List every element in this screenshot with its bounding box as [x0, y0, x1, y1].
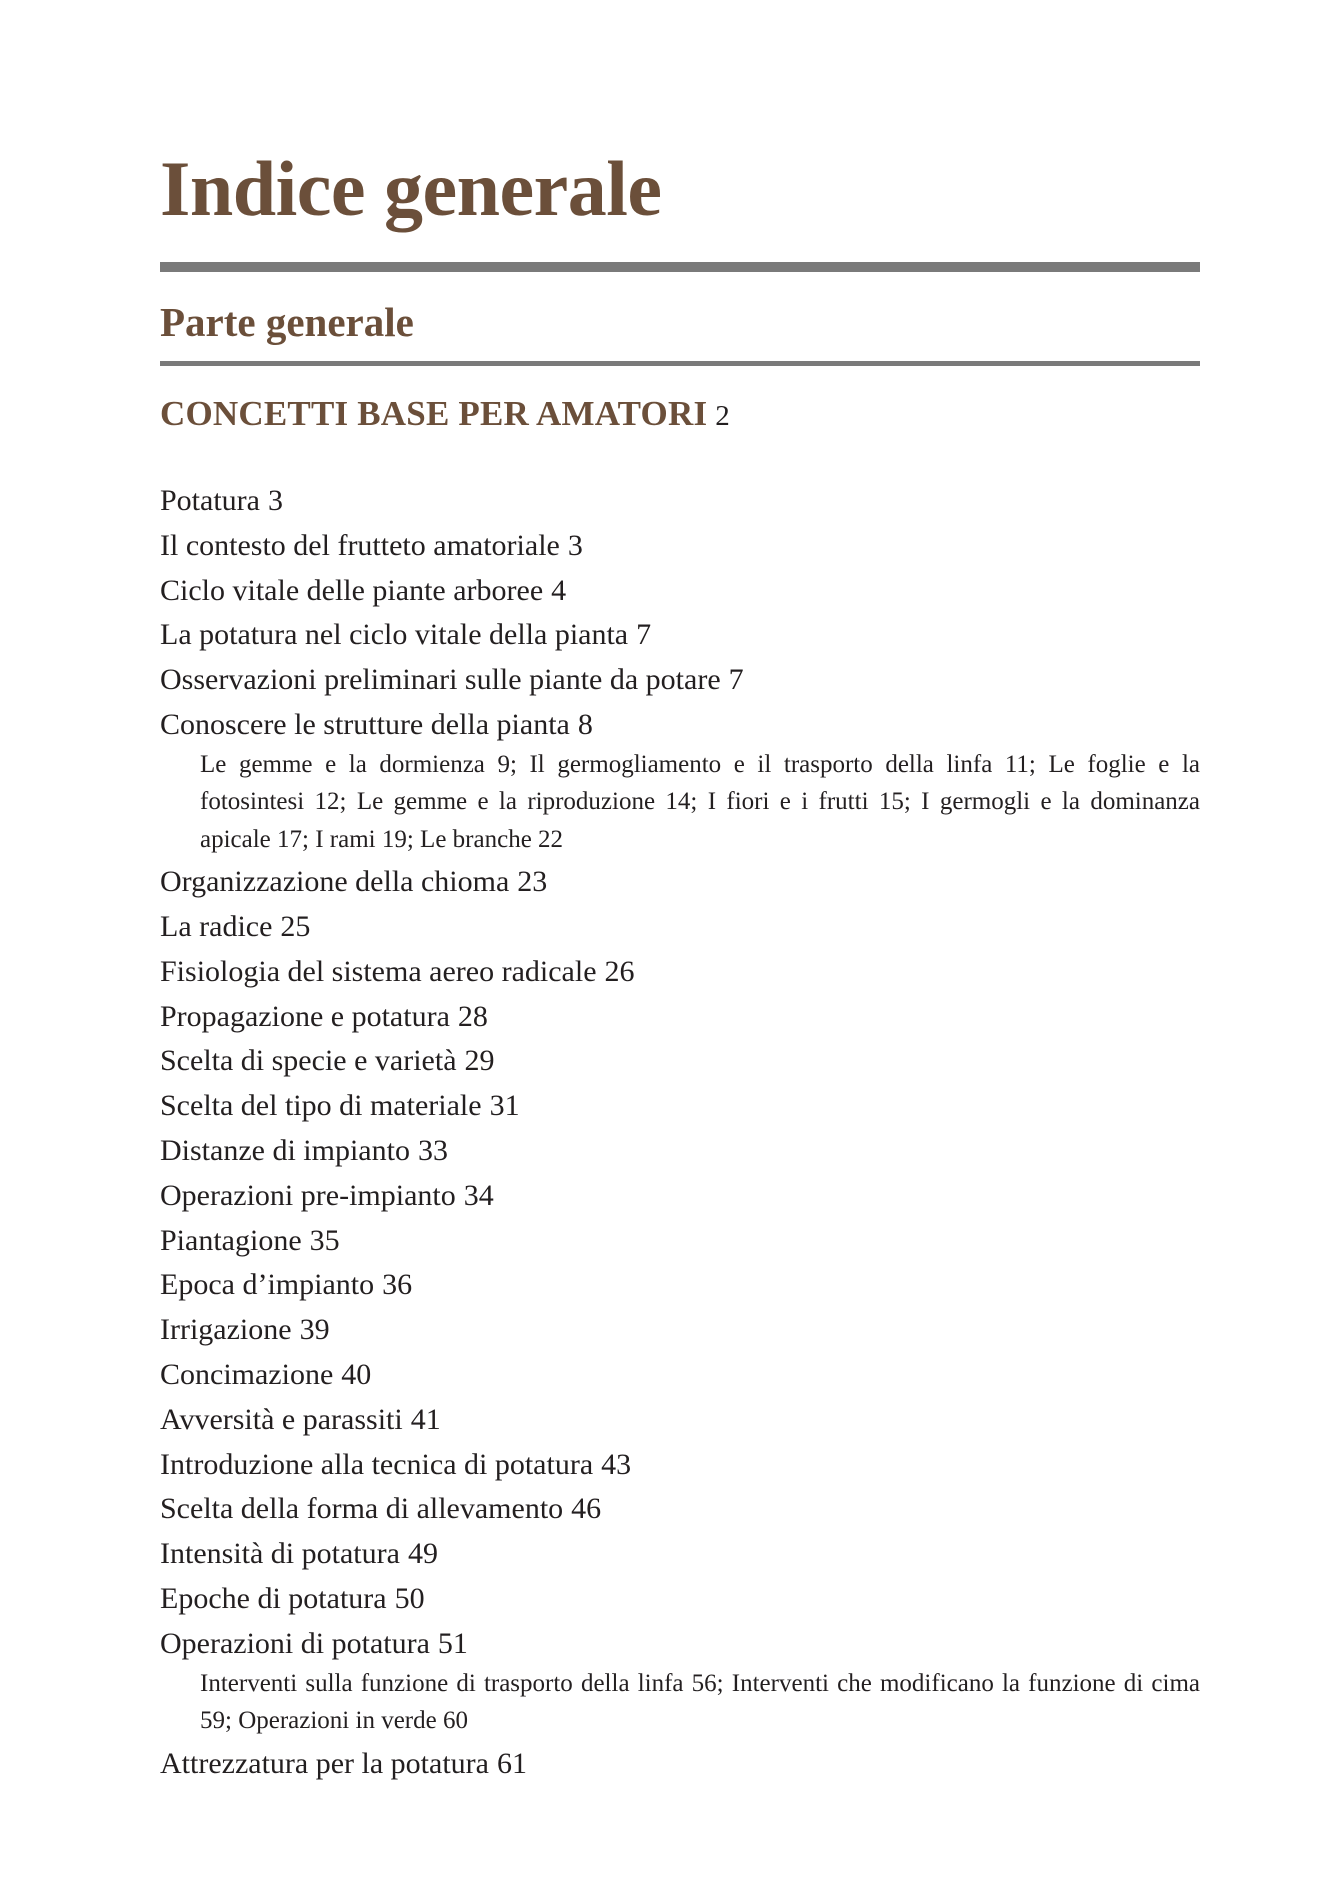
toc-entry-page: 23	[517, 865, 548, 899]
toc-entry[interactable]	[160, 613, 1200, 658]
toc-entry-page: 8	[577, 707, 593, 741]
toc-entry-page: 61	[496, 1746, 527, 1780]
toc-page	[160, 145, 1200, 1786]
toc-entry-page: 3	[567, 528, 583, 562]
toc-entry-page: 36	[382, 1268, 413, 1302]
toc-entry-label: Introduzione alla tecnica di potatura	[160, 1447, 594, 1481]
toc-entry-label: Operazioni di potatura	[160, 1626, 430, 1660]
toc-entry-page: 35	[309, 1223, 340, 1257]
toc-entry-label: Irrigazione	[160, 1313, 292, 1347]
toc-entry-page: 28	[457, 999, 488, 1033]
page-title: Indice generale	[160, 145, 662, 232]
toc-entry-label: Scelta della forma di allevamento	[160, 1492, 564, 1526]
toc-entry[interactable]	[160, 1129, 1200, 1174]
toc-entry-label: Conoscere le strutture della pianta	[160, 707, 570, 741]
toc-entry-label: Fisiologia del sistema aereo radicale	[160, 954, 597, 988]
toc-entry-label: Scelta del tipo di materiale	[160, 1089, 482, 1123]
toc-entry[interactable]	[160, 950, 1200, 995]
toc-entry-page: 29	[464, 1044, 495, 1078]
toc-entry-label: Propagazione e potatura	[160, 999, 450, 1033]
toc-entry-page: 4	[551, 573, 567, 607]
toc-entry[interactable]	[160, 1308, 1200, 1353]
part-title: Parte generale	[160, 299, 414, 345]
toc-entry-page: 7	[728, 663, 744, 697]
toc-entry[interactable]	[160, 1353, 1200, 1398]
section-heading	[160, 396, 1200, 431]
toc-entry[interactable]	[160, 1532, 1200, 1577]
toc-entry[interactable]	[160, 479, 1200, 524]
toc-entry-label: Organizzazione della chioma	[160, 865, 510, 899]
toc-entry[interactable]	[160, 1174, 1200, 1219]
toc-entry-label: Epoca d’impianto	[160, 1268, 375, 1302]
toc-entry[interactable]	[160, 1487, 1200, 1532]
toc-entry[interactable]	[160, 1622, 1200, 1667]
toc-entry[interactable]	[160, 995, 1200, 1040]
toc-entry[interactable]	[160, 1443, 1200, 1488]
section-heading-page: 2	[715, 400, 730, 432]
toc-entry-label: Piantagione	[160, 1223, 302, 1257]
toc-entry[interactable]	[160, 524, 1200, 569]
toc-entry-page: 34	[463, 1178, 494, 1212]
toc-entry[interactable]	[160, 1263, 1200, 1308]
toc-entry[interactable]	[160, 658, 1200, 703]
toc-subentries: Interventi sulla funzione di trasporto della linfa 56; Interventi che modificano la funzione di cima 59; Operazioni in verde 60	[200, 1669, 1200, 1735]
toc-entry-page: 49	[407, 1537, 438, 1571]
toc-entry-label: Concimazione	[160, 1358, 334, 1392]
toc-entry-label: La radice	[160, 910, 273, 944]
toc-entry-page: 31	[489, 1089, 520, 1123]
toc-entry-page: 51	[437, 1626, 468, 1660]
toc-entry-page: 3	[267, 484, 283, 517]
toc-entry-label: Scelta di specie e varietà	[160, 1044, 457, 1078]
toc-subentries: Le gemme e la dormienza 9; Il germogliamento e il trasporto della linfa 11; Le foglie e la fotosintesi 12; Le gemme e la riproduzione 14; I fiori e i frutti 15; I germogli e la dominanza apicale 17; I rami 19; Le branche 22	[200, 750, 1200, 853]
part-divider	[160, 361, 1200, 366]
toc-entry-page: 7	[636, 618, 652, 652]
toc-entry-page: 26	[604, 954, 635, 988]
toc-entry-page: 41	[410, 1402, 441, 1436]
toc-entry[interactable]	[160, 703, 1200, 748]
title-divider	[160, 262, 1200, 272]
toc-entry[interactable]	[160, 1398, 1200, 1443]
toc-entry-label: Intensità di potatura	[160, 1537, 400, 1571]
toc-entry-label: Attrezzatura per la potatura	[160, 1746, 489, 1780]
toc-entries	[160, 479, 1200, 1786]
toc-entry[interactable]	[160, 860, 1200, 905]
toc-entry-page: 50	[394, 1582, 425, 1616]
toc-entry[interactable]	[160, 1577, 1200, 1622]
toc-entry[interactable]	[160, 1742, 1200, 1787]
toc-entry-label: Potatura	[160, 484, 260, 517]
toc-entry-label: Avversità e parassiti	[160, 1402, 403, 1436]
toc-entry-page: 39	[299, 1313, 330, 1347]
toc-entry-label: La potatura nel ciclo vitale della pianta	[160, 618, 629, 652]
toc-entry-label: Ciclo vitale delle piante arboree	[160, 573, 544, 607]
section-heading-label: CONCETTI BASE PER AMATORI	[160, 394, 708, 433]
toc-entry[interactable]	[160, 905, 1200, 950]
toc-entry-label: Il contesto del frutteto amatoriale	[160, 528, 560, 562]
toc-entry-label: Osservazioni preliminari sulle piante da potare	[160, 663, 721, 697]
toc-entry-page: 46	[571, 1492, 602, 1526]
toc-entry-label: Epoche di potatura	[160, 1582, 387, 1616]
toc-entry[interactable]	[160, 1084, 1200, 1129]
toc-entry[interactable]	[160, 1039, 1200, 1084]
toc-entry[interactable]	[160, 569, 1200, 614]
toc-entry-label: Distanze di impianto	[160, 1134, 410, 1168]
toc-entry-page: 43	[601, 1447, 632, 1481]
toc-entry[interactable]	[160, 1219, 1200, 1264]
toc-entry-label: Operazioni pre-impianto	[160, 1178, 456, 1212]
toc-entry-page: 40	[341, 1358, 372, 1392]
toc-entry-page: 25	[280, 910, 311, 944]
toc-entry-page: 33	[417, 1134, 448, 1168]
